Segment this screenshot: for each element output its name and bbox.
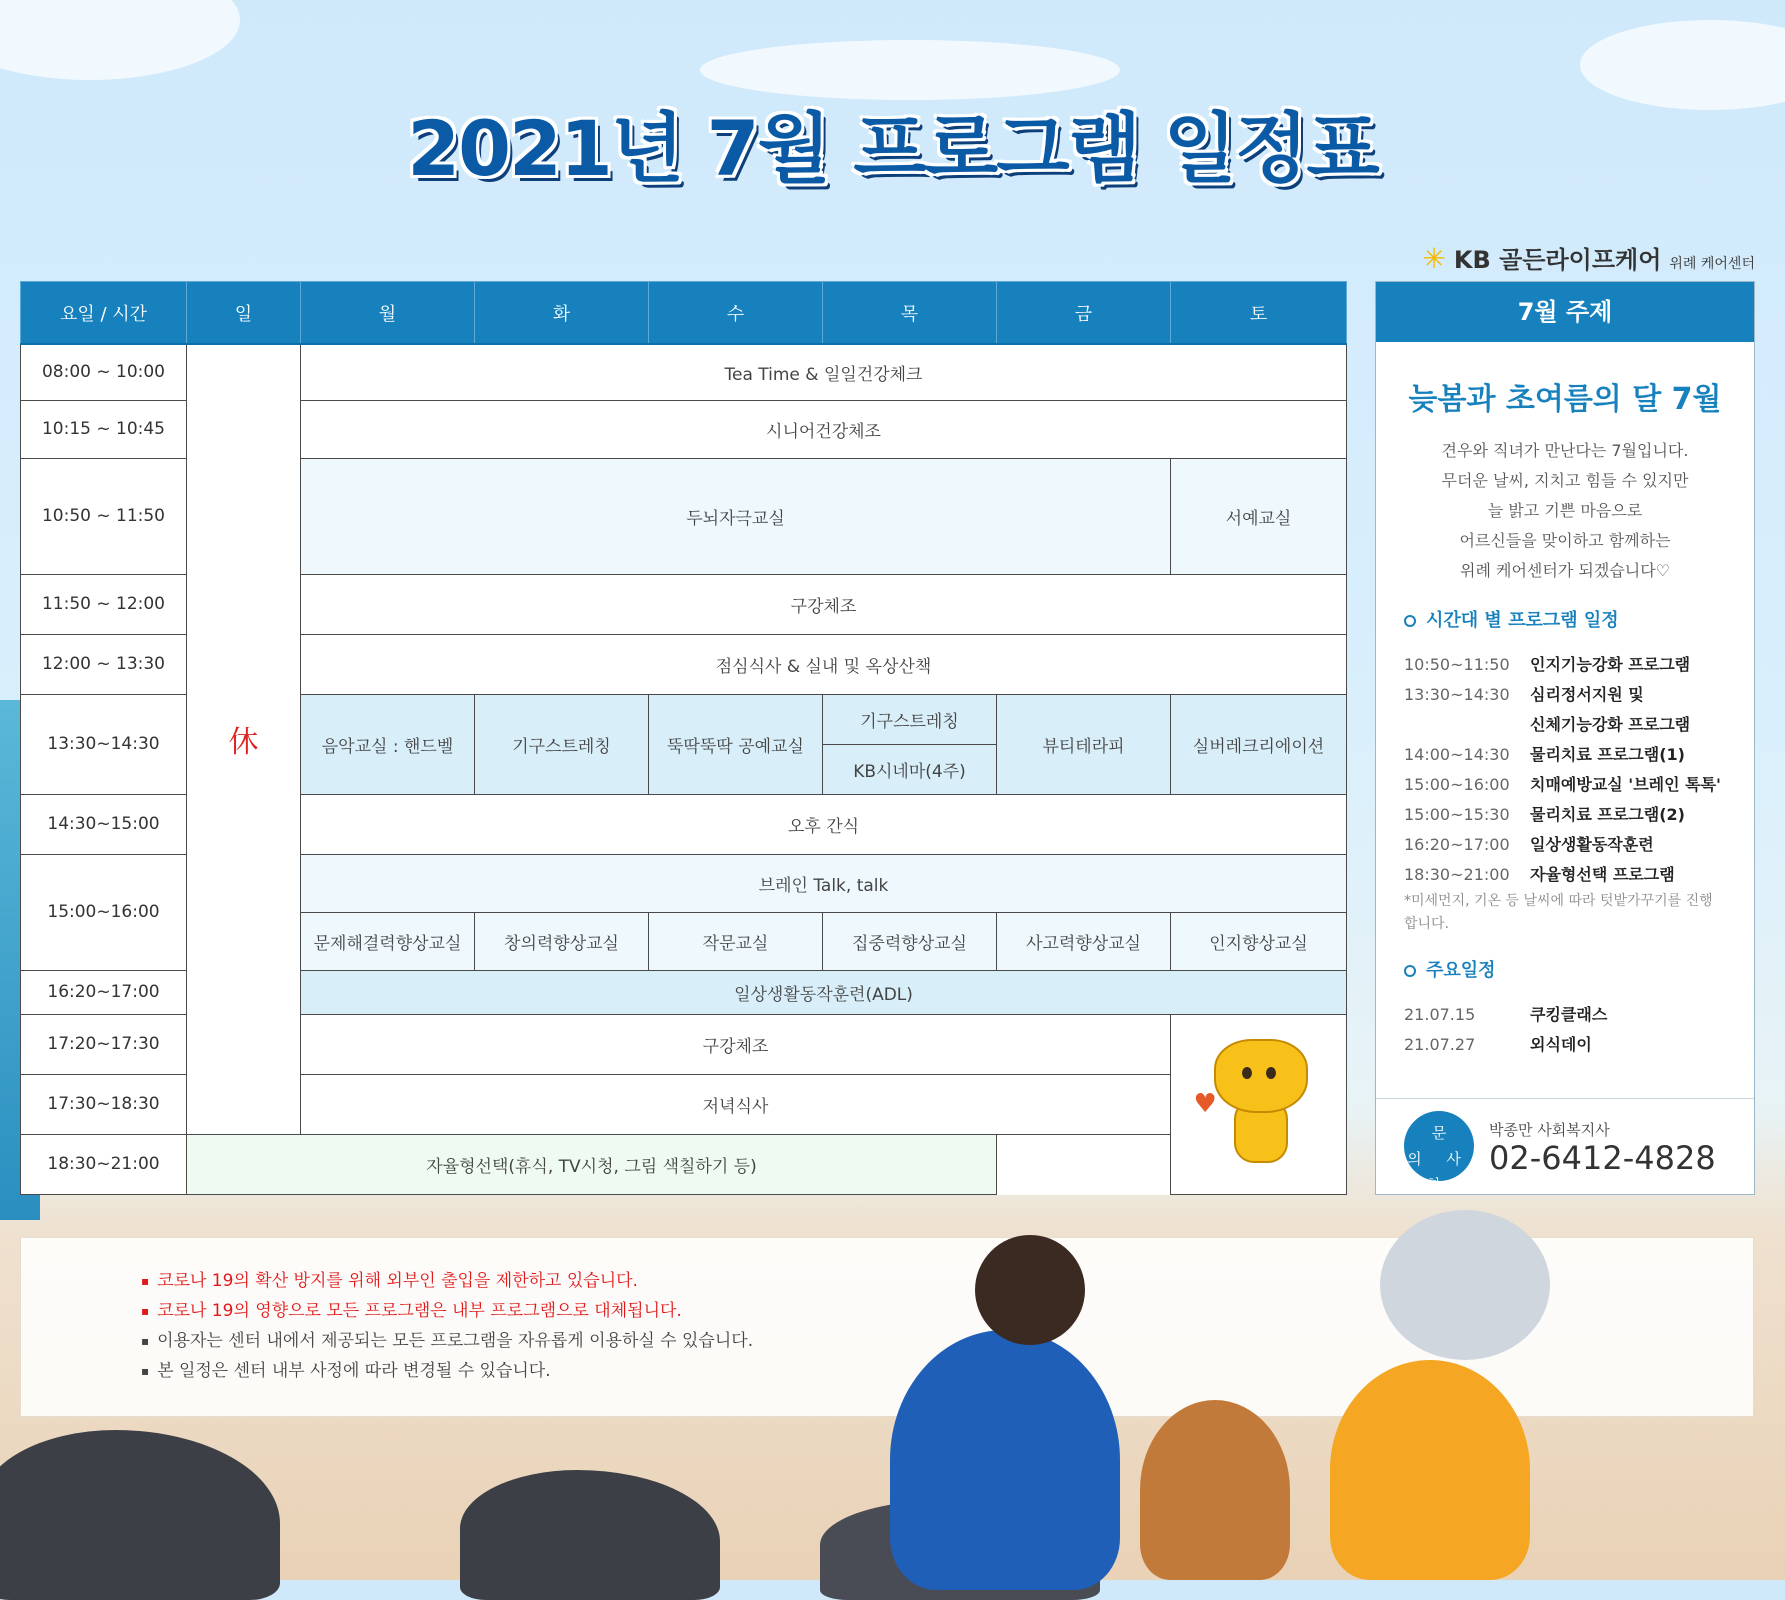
rock-decoration [460,1470,720,1600]
time-cell: 14:30~15:00 [21,794,187,854]
header-fri: 금 [997,282,1171,345]
intro-line: 견우와 직녀가 만난다는 7월입니다. [1441,441,1689,460]
program-cell: 구강체조 [301,574,1347,634]
hat-illustration [1380,1210,1550,1360]
section-events: 주요일정 [1404,956,1754,982]
weather-note: *미세먼지, 기온 등 날씨에 따라 텃밭가꾸기를 진행합니다. [1404,893,1713,932]
time-cell: 13:30~14:30 [21,694,187,794]
schedule-table [20,281,1347,1195]
brand-sub: 위례 케어센터 [1669,256,1755,272]
program-cell: 두뇌자극교실 [301,458,1171,574]
program-cell: 뚝딱뚝딱 공예교실 [649,694,823,794]
list-item: 15:00~16:00 치매예방교실 '브레인 톡톡' [1404,775,1721,794]
intro-line: 늘 밝고 기쁜 마음으로 [1487,501,1643,520]
time-cell: 10:50 ~ 11:50 [21,458,187,574]
program-cell: 일상생활동작훈련(ADL) [301,970,1347,1014]
program-cell: 구강체조 [301,1014,1171,1074]
brand-logo [1422,240,1755,275]
man-head-illustration [975,1235,1085,1345]
program-cell: 뷰티테라피 [997,694,1171,794]
program-cell: 브레인 Talk, talk [301,854,1347,912]
dog-illustration [1140,1400,1290,1580]
program-cell: 시니어건강체조 [301,400,1347,458]
circle-bullet-icon [1404,615,1416,627]
program-cell: 서예교실 [1171,458,1347,574]
header-mon: 월 [301,282,475,345]
intro-line: 위례 케어센터가 되겠습니다♡ [1460,561,1670,580]
list-item: 16:20~17:00 일상생활동작훈련 [1404,835,1654,854]
program-list [1404,650,1754,890]
notice-item: ▪ 코로나 19의 영향으로 모든 프로그램은 내부 프로그램으로 대체됩니다. [141,1296,1753,1326]
program-cell: 기구스트레칭 [823,694,997,744]
time-cell: 11:50 ~ 12:00 [21,574,187,634]
program-cell: 문제해결력향상교실 [301,912,475,970]
program-cell: 음악교실 : 핸드벨 [301,694,475,794]
time-cell: 17:30~18:30 [21,1074,187,1134]
list-item: 13:30~14:30 심리정서지원 및 [1404,685,1644,704]
section-programs: 시간대 별 프로그램 일정 [1404,606,1754,632]
sunday-rest-cell [187,344,301,1134]
program-cell: 사고력향상교실 [997,912,1171,970]
notice-item: ▪ 본 일정은 센터 내부 사정에 따라 변경될 수 있습니다. [141,1356,1753,1386]
program-cell: 점심식사 & 실내 및 옥상산책 [301,634,1347,694]
time-cell: 10:15 ~ 10:45 [21,400,187,458]
list-item: 10:50~11:50 인지기능강화 프로그램 [1404,655,1691,674]
notice-item: ▪ 이용자는 센터 내에서 제공되는 모든 프로그램을 자유롭게 이용하실 수 있습니다. [141,1326,1753,1356]
list-item: 18:30~21:00 자율형선택 프로그램 [1404,865,1675,884]
star-mascot-icon: ♥ [1204,1029,1314,1179]
program-cell: 작문교실 [649,912,823,970]
program-cell: 저녁식사 [301,1074,1171,1134]
rest-label: 休 [228,725,259,761]
program-cell: KB시네마(4주) [823,744,997,794]
header-thu: 목 [823,282,997,345]
program-cell: 실버레크리에이션 [1171,694,1347,794]
list-item: 21.07.15 쿠킹클래스 [1404,1005,1608,1024]
notice-item: ▪ 코로나 19의 확산 방지를 위해 외부인 출입을 제한하고 있습니다. [141,1266,1753,1296]
header-wed: 수 [649,282,823,345]
contact-badge: 문 의 사 항 [1404,1111,1474,1181]
page-title: 2021년 7월 프로그램 일정표 [407,104,1378,193]
contact-name: 박종만 사회복지사 [1489,1121,1610,1139]
circle-bullet-icon [1404,965,1416,977]
rock-decoration [0,1430,280,1600]
contact-phone[interactable]: 02-6412-4828 [1489,1139,1716,1177]
program-cell: 인지향상교실 [1171,912,1347,970]
header-sun: 일 [187,282,301,345]
list-item: 21.07.27 외식데이 [1404,1035,1592,1054]
panel-header: 7월 주제 [1376,282,1754,342]
header-tue: 화 [475,282,649,345]
header-time: 요일 / 시간 [21,282,187,345]
list-item: 14:00~14:30 물리치료 프로그램(1) [1404,745,1685,764]
list-item: 15:00~15:30 물리치료 프로그램(2) [1404,805,1685,824]
table-row [21,1134,1347,1194]
intro-line: 어르신들을 맞이하고 함께하는 [1459,531,1671,550]
intro-line: 무더운 날씨, 지치고 힘들 수 있지만 [1441,471,1689,490]
header-row [21,282,1347,345]
time-cell: 18:30~21:00 [21,1134,187,1194]
time-cell: 12:00 ~ 13:30 [21,634,187,694]
contact-box [1376,1098,1754,1194]
star-logo-icon: ✳ [1422,242,1446,275]
program-cell: 자율형선택(휴식, TV시청, 그림 색칠하기 등) [187,1134,997,1194]
event-list [1404,1000,1754,1060]
program-cell: 기구스트레칭 [475,694,649,794]
theme-title: 늦봄과 초여름의 달 7월 [1408,382,1722,417]
table-row [21,344,1347,400]
list-item: 신체기능강화 프로그램 [1530,715,1691,734]
time-cell: 17:20~17:30 [21,1014,187,1074]
time-cell: 16:20~17:00 [21,970,187,1014]
time-cell: 15:00~16:00 [21,854,187,970]
program-cell: Tea Time & 일일건강체크 [301,344,1347,400]
program-cell: 집중력향상교실 [823,912,997,970]
header-sat: 토 [1171,282,1347,345]
man-illustration [890,1330,1120,1590]
theme-intro [1376,436,1754,586]
program-cell: 창의력향상교실 [475,912,649,970]
time-cell: 08:00 ~ 10:00 [21,344,187,400]
woman-illustration [1330,1360,1530,1580]
mascot-cell [1171,1014,1347,1194]
program-cell: 오후 간식 [301,794,1347,854]
monthly-theme-panel [1375,281,1755,1195]
brand-name: KB 골든라이프케어 [1453,246,1662,274]
cloud-decoration [0,0,240,80]
